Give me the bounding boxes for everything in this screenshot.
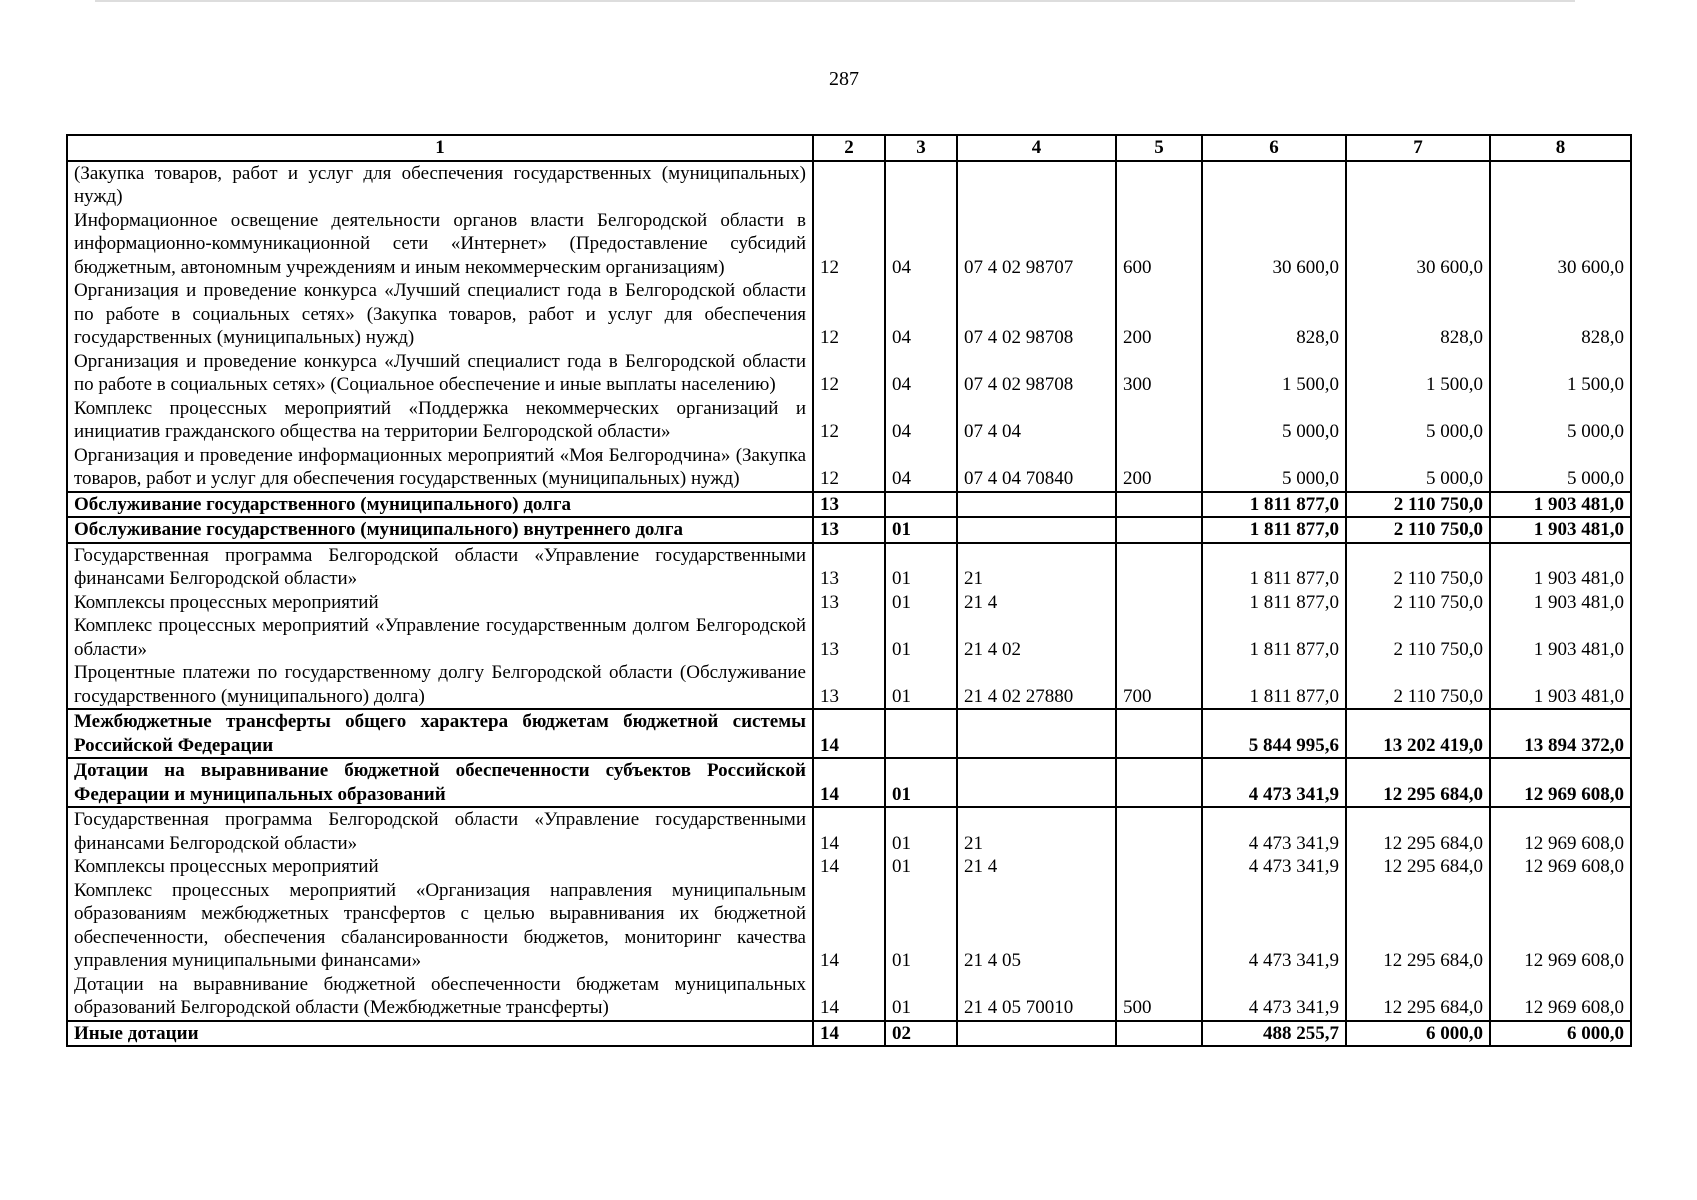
table-row-total xyxy=(67,517,1631,543)
cell-description: (Закупка товаров, работ и услуг для обеспечения государственных (муниципальных) нужд) xyxy=(67,161,813,209)
cell-subsection xyxy=(885,492,957,518)
cell-amount-year-1: 4 473 341,9 xyxy=(1202,855,1346,879)
cell-amount-year-2: 12 295 684,0 xyxy=(1346,758,1490,807)
cell-description: Государственная программа Белгородской области «Управление государственными финансами Белгородской области» xyxy=(67,543,813,591)
cell-section: 13 xyxy=(813,492,885,518)
cell-subsection xyxy=(885,709,957,758)
cell-amount-year-1: 30 600,0 xyxy=(1202,209,1346,280)
cell-description: Информационное освещение деятельности органов власти Белгородской области в информационно-коммуникационной сети «Интернет» (Предоставление субсидий бюджетным, автономным учреждениям и иным некоммерческим организациям) xyxy=(67,209,813,280)
cell-expense-type xyxy=(1116,543,1202,591)
cell-subsection: 01 xyxy=(885,661,957,709)
cell-amount-year-1: 1 811 877,0 xyxy=(1202,614,1346,661)
cell-amount-year-3: 12 969 608,0 xyxy=(1490,973,1631,1021)
cell-target-article: 21 xyxy=(957,807,1116,855)
cell-subsection xyxy=(885,161,957,209)
cell-amount-year-2: 2 110 750,0 xyxy=(1346,591,1490,615)
cell-description: Комплексы процессных мероприятий xyxy=(67,591,813,615)
cell-description: Процентные платежи по государственному долгу Белгородской области (Обслуживание государственного (муниципального) долга) xyxy=(67,661,813,709)
cell-amount-year-3: 1 903 481,0 xyxy=(1490,661,1631,709)
cell-amount-year-2 xyxy=(1346,161,1490,209)
cell-expense-type: 700 xyxy=(1116,661,1202,709)
cell-target-article: 21 4 xyxy=(957,591,1116,615)
cell-description: Государственная программа Белгородской области «Управление государственными финансами Белгородской области» xyxy=(67,807,813,855)
cell-amount-year-1: 4 473 341,9 xyxy=(1202,807,1346,855)
cell-subsection: 01 xyxy=(885,807,957,855)
cell-description: Комплекс процессных мероприятий «Управление государственным долгом Белгородской области» xyxy=(67,614,813,661)
table-header-row xyxy=(67,135,1631,161)
cell-expense-type xyxy=(1116,709,1202,758)
cell-amount-year-3: 5 000,0 xyxy=(1490,397,1631,444)
table-row xyxy=(67,661,1631,709)
cell-target-article: 21 xyxy=(957,543,1116,591)
column-header: 4 xyxy=(957,135,1116,161)
table-row xyxy=(67,350,1631,397)
table-row-total xyxy=(67,1021,1631,1047)
cell-subsection: 04 xyxy=(885,444,957,492)
cell-section: 14 xyxy=(813,973,885,1021)
cell-amount-year-1: 1 811 877,0 xyxy=(1202,543,1346,591)
cell-section: 13 xyxy=(813,543,885,591)
cell-target-article: 07 4 02 98707 xyxy=(957,209,1116,280)
cell-description: Иные дотации xyxy=(67,1021,813,1047)
column-header: 3 xyxy=(885,135,957,161)
cell-expense-type xyxy=(1116,807,1202,855)
cell-subsection: 04 xyxy=(885,279,957,350)
table-row xyxy=(67,879,1631,973)
cell-section: 12 xyxy=(813,397,885,444)
cell-amount-year-3 xyxy=(1490,161,1631,209)
cell-amount-year-3: 1 903 481,0 xyxy=(1490,543,1631,591)
cell-description: Комплексы процессных мероприятий xyxy=(67,855,813,879)
cell-subsection: 01 xyxy=(885,614,957,661)
cell-amount-year-3: 12 969 608,0 xyxy=(1490,758,1631,807)
cell-amount-year-1: 828,0 xyxy=(1202,279,1346,350)
cell-amount-year-1: 4 473 341,9 xyxy=(1202,758,1346,807)
cell-expense-type: 200 xyxy=(1116,279,1202,350)
table-row xyxy=(67,397,1631,444)
cell-amount-year-2: 2 110 750,0 xyxy=(1346,517,1490,543)
cell-section: 14 xyxy=(813,1021,885,1047)
cell-description: Дотации на выравнивание бюджетной обеспеченности бюджетам муниципальных образований Белгородской области (Межбюджетные трансферты) xyxy=(67,973,813,1021)
cell-amount-year-1: 1 811 877,0 xyxy=(1202,492,1346,518)
column-header: 6 xyxy=(1202,135,1346,161)
cell-amount-year-2: 12 295 684,0 xyxy=(1346,973,1490,1021)
table-row-total xyxy=(67,709,1631,758)
cell-amount-year-3: 30 600,0 xyxy=(1490,209,1631,280)
cell-subsection: 01 xyxy=(885,591,957,615)
cell-target-article: 07 4 04 70840 xyxy=(957,444,1116,492)
cell-expense-type xyxy=(1116,879,1202,973)
cell-amount-year-2: 12 295 684,0 xyxy=(1346,807,1490,855)
cell-target-article: 07 4 02 98708 xyxy=(957,279,1116,350)
table-row xyxy=(67,209,1631,280)
column-header: 7 xyxy=(1346,135,1490,161)
cell-amount-year-1 xyxy=(1202,161,1346,209)
page-number-text: 287 xyxy=(829,68,859,90)
table-row xyxy=(67,279,1631,350)
cell-amount-year-3: 6 000,0 xyxy=(1490,1021,1631,1047)
cell-subsection: 02 xyxy=(885,1021,957,1047)
cell-amount-year-1: 1 811 877,0 xyxy=(1202,517,1346,543)
cell-amount-year-1: 5 000,0 xyxy=(1202,444,1346,492)
column-header: 8 xyxy=(1490,135,1631,161)
cell-subsection: 01 xyxy=(885,855,957,879)
cell-target-article: 21 4 xyxy=(957,855,1116,879)
cell-target-article: 21 4 02 27880 xyxy=(957,661,1116,709)
table-row xyxy=(67,807,1631,855)
cell-amount-year-2: 1 500,0 xyxy=(1346,350,1490,397)
cell-description: Обслуживание государственного (муниципального) долга xyxy=(67,492,813,518)
cell-amount-year-1: 1 500,0 xyxy=(1202,350,1346,397)
cell-expense-type xyxy=(1116,855,1202,879)
cell-description: Межбюджетные трансферты общего характера бюджетам бюджетной системы Российской Федерации xyxy=(67,709,813,758)
cell-target-article: 21 4 05 70010 xyxy=(957,973,1116,1021)
cell-target-article xyxy=(957,1021,1116,1047)
cell-target-article: 07 4 02 98708 xyxy=(957,350,1116,397)
cell-amount-year-3: 12 969 608,0 xyxy=(1490,879,1631,973)
cell-amount-year-1: 5 844 995,6 xyxy=(1202,709,1346,758)
cell-section: 14 xyxy=(813,855,885,879)
cell-description: Комплекс процессных мероприятий «Организация направления муниципальным образованиям межбюджетных трансфертов с целью выравнивания их бюджетной обеспеченности, обеспечения сбалансированности бюджетов, мониторинг качества управления муниципальными финансами» xyxy=(67,879,813,973)
cell-amount-year-1: 4 473 341,9 xyxy=(1202,973,1346,1021)
cell-amount-year-2: 2 110 750,0 xyxy=(1346,614,1490,661)
cell-amount-year-3: 1 903 481,0 xyxy=(1490,591,1631,615)
table-row xyxy=(67,973,1631,1021)
cell-target-article: 21 4 05 xyxy=(957,879,1116,973)
cell-subsection: 01 xyxy=(885,879,957,973)
cell-amount-year-3: 1 903 481,0 xyxy=(1490,614,1631,661)
table-row-total xyxy=(67,758,1631,807)
cell-section: 14 xyxy=(813,758,885,807)
cell-section: 13 xyxy=(813,591,885,615)
cell-target-article xyxy=(957,709,1116,758)
cell-subsection: 04 xyxy=(885,397,957,444)
cell-description: Организация и проведение информационных мероприятий «Моя Белгородчина» (Закупка товаров, работ и услуг для обеспечения государственных (муниципальных) нужд) xyxy=(67,444,813,492)
cell-subsection: 01 xyxy=(885,517,957,543)
cell-subsection: 01 xyxy=(885,543,957,591)
cell-amount-year-2: 2 110 750,0 xyxy=(1346,661,1490,709)
cell-subsection: 04 xyxy=(885,350,957,397)
cell-amount-year-3: 1 500,0 xyxy=(1490,350,1631,397)
cell-expense-type xyxy=(1116,758,1202,807)
cell-description: Обслуживание государственного (муниципального) внутреннего долга xyxy=(67,517,813,543)
cell-expense-type: 600 xyxy=(1116,209,1202,280)
cell-amount-year-1: 488 255,7 xyxy=(1202,1021,1346,1047)
cell-section: 12 xyxy=(813,279,885,350)
cell-amount-year-2: 13 202 419,0 xyxy=(1346,709,1490,758)
cell-target-article xyxy=(957,161,1116,209)
cell-amount-year-3: 1 903 481,0 xyxy=(1490,492,1631,518)
cell-amount-year-3: 5 000,0 xyxy=(1490,444,1631,492)
cell-expense-type xyxy=(1116,1021,1202,1047)
cell-section: 14 xyxy=(813,807,885,855)
cell-amount-year-1: 4 473 341,9 xyxy=(1202,879,1346,973)
table-row xyxy=(67,161,1631,209)
cell-amount-year-3: 828,0 xyxy=(1490,279,1631,350)
cell-section: 13 xyxy=(813,614,885,661)
column-header: 5 xyxy=(1116,135,1202,161)
cell-expense-type xyxy=(1116,614,1202,661)
cell-expense-type xyxy=(1116,397,1202,444)
cell-amount-year-1: 5 000,0 xyxy=(1202,397,1346,444)
cell-amount-year-2: 30 600,0 xyxy=(1346,209,1490,280)
cell-target-article: 21 4 02 xyxy=(957,614,1116,661)
cell-amount-year-3: 12 969 608,0 xyxy=(1490,807,1631,855)
cell-description: Организация и проведение конкурса «Лучший специалист года в Белгородской области по работе в социальных сетях» (Закупка товаров, работ и услуг для обеспечения государственных (муниципальных) нужд) xyxy=(67,279,813,350)
cell-amount-year-3: 12 969 608,0 xyxy=(1490,855,1631,879)
cell-section: 14 xyxy=(813,709,885,758)
table-row xyxy=(67,855,1631,879)
cell-expense-type xyxy=(1116,517,1202,543)
cell-expense-type: 200 xyxy=(1116,444,1202,492)
cell-section: 14 xyxy=(813,879,885,973)
cell-amount-year-3: 13 894 372,0 xyxy=(1490,709,1631,758)
cell-description: Организация и проведение конкурса «Лучший специалист года в Белгородской области по работе в социальных сетях» (Социальное обеспечение и иные выплаты населению) xyxy=(67,350,813,397)
table-row xyxy=(67,444,1631,492)
cell-section: 12 xyxy=(813,209,885,280)
cell-section xyxy=(813,161,885,209)
cell-amount-year-2: 2 110 750,0 xyxy=(1346,543,1490,591)
table-row xyxy=(67,591,1631,615)
budget-table xyxy=(66,134,1632,1047)
cell-subsection: 01 xyxy=(885,973,957,1021)
cell-expense-type: 500 xyxy=(1116,973,1202,1021)
cell-expense-type xyxy=(1116,161,1202,209)
table-row xyxy=(67,543,1631,591)
scan-top-edge xyxy=(95,0,1575,2)
cell-amount-year-2: 2 110 750,0 xyxy=(1346,492,1490,518)
cell-expense-type: 300 xyxy=(1116,350,1202,397)
column-header: 2 xyxy=(813,135,885,161)
table-row xyxy=(67,614,1631,661)
cell-amount-year-1: 1 811 877,0 xyxy=(1202,591,1346,615)
cell-amount-year-2: 828,0 xyxy=(1346,279,1490,350)
cell-subsection: 01 xyxy=(885,758,957,807)
cell-expense-type xyxy=(1116,591,1202,615)
cell-section: 12 xyxy=(813,350,885,397)
cell-amount-year-2: 12 295 684,0 xyxy=(1346,879,1490,973)
cell-section: 12 xyxy=(813,444,885,492)
cell-section: 13 xyxy=(813,517,885,543)
cell-target-article xyxy=(957,758,1116,807)
cell-expense-type xyxy=(1116,492,1202,518)
column-header: 1 xyxy=(67,135,813,161)
cell-description: Дотации на выравнивание бюджетной обеспеченности субъектов Российской Федерации и муниципальных образований xyxy=(67,758,813,807)
cell-amount-year-2: 12 295 684,0 xyxy=(1346,855,1490,879)
cell-description: Комплекс процессных мероприятий «Поддержка некоммерческих организаций и инициатив гражданского общества на территории Белгородской области» xyxy=(67,397,813,444)
cell-amount-year-3: 1 903 481,0 xyxy=(1490,517,1631,543)
cell-target-article: 07 4 04 xyxy=(957,397,1116,444)
cell-subsection: 04 xyxy=(885,209,957,280)
cell-section: 13 xyxy=(813,661,885,709)
table-row-total xyxy=(67,492,1631,518)
cell-amount-year-2: 5 000,0 xyxy=(1346,444,1490,492)
cell-amount-year-2: 5 000,0 xyxy=(1346,397,1490,444)
cell-amount-year-2: 6 000,0 xyxy=(1346,1021,1490,1047)
cell-target-article xyxy=(957,492,1116,518)
cell-target-article xyxy=(957,517,1116,543)
table-body xyxy=(67,161,1631,1047)
cell-amount-year-1: 1 811 877,0 xyxy=(1202,661,1346,709)
